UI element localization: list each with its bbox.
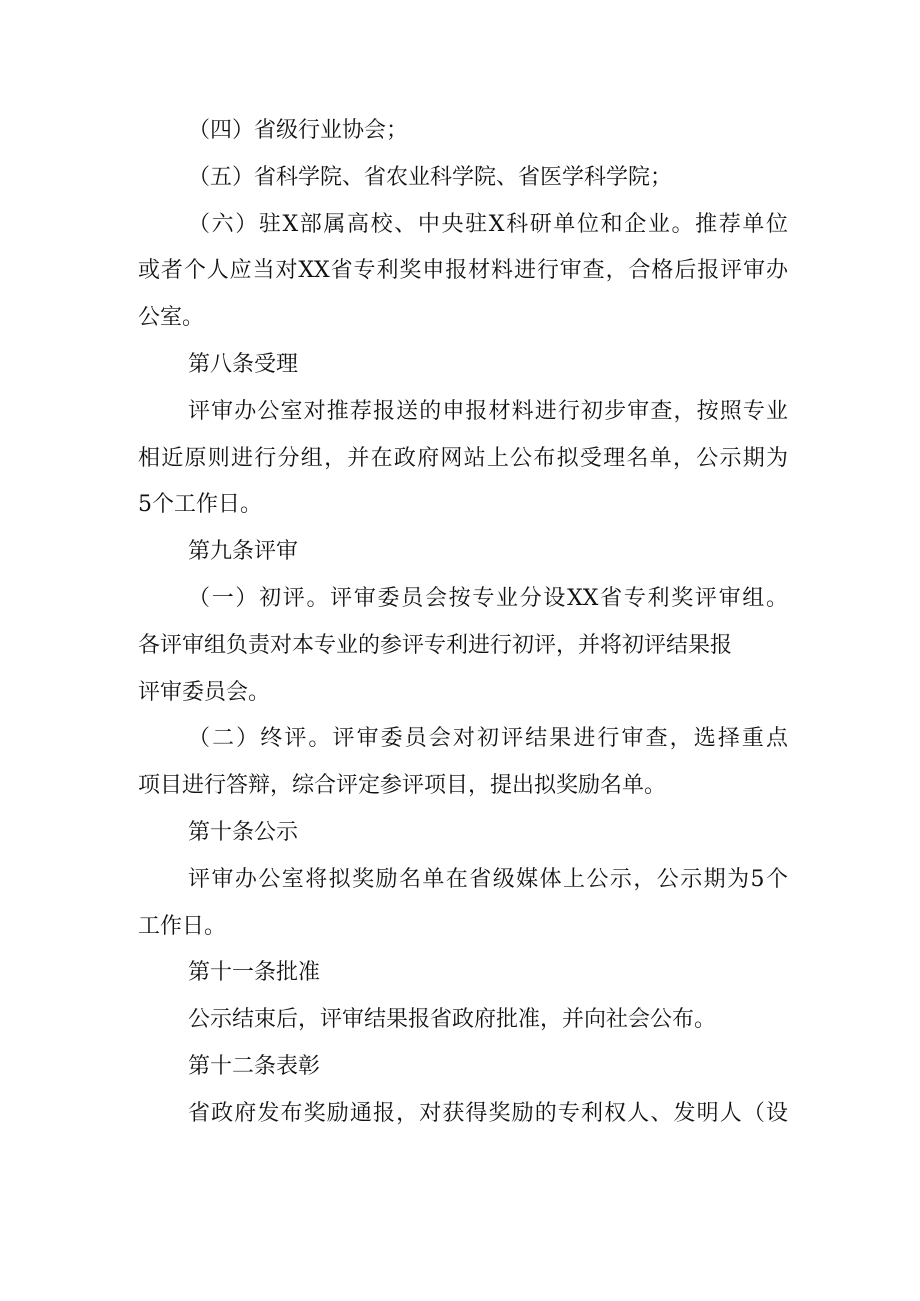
text-line: 第十条公示 bbox=[188, 819, 299, 845]
text-line: （一）初评。评审委员会按专业分设XX省专利奖评审组。 bbox=[188, 585, 788, 611]
text-line: 评审委员会。 bbox=[138, 679, 271, 705]
text-line: 评审办公室对推荐报送的申报材料进行初步审查，按照专业 bbox=[188, 398, 788, 424]
text-line: 各评审组负责对本专业的参评专利进行初评，并将初评结果报 bbox=[138, 632, 733, 658]
text-line: 相近原则进行分组，并在政府网站上公布拟受理名单，公示期为 bbox=[138, 445, 788, 471]
text-line: 评审办公室将拟奖励名单在省级媒体上公示，公示期为5个 bbox=[188, 866, 788, 892]
text-line: 公室。 bbox=[138, 305, 205, 331]
text-line: 第八条受理 bbox=[188, 351, 299, 377]
text-line: 或者个人应当对XX省专利奖申报材料进行审查，合格后报评审办 bbox=[138, 258, 788, 284]
text-line: （四）省级行业协会； bbox=[188, 118, 409, 143]
text-line: （六）驻X部属高校、中央驻X科研单位和企业。推荐单位 bbox=[188, 211, 788, 237]
text-line: 第十一条批准 bbox=[188, 960, 321, 986]
text-line: 省政府发布奖励通报，对获得奖励的专利权人、发明人（设 bbox=[188, 1100, 788, 1126]
text-line: （二）终评。评审委员会对初评结果进行审查，选择重点 bbox=[188, 726, 788, 752]
text-line: 第九条评审 bbox=[188, 539, 299, 565]
text-line: 公示结束后，评审结果报省政府批准，并向社会公布。 bbox=[188, 1007, 717, 1033]
text-line: 工作日。 bbox=[138, 913, 227, 939]
text-line: 第十二条表彰 bbox=[188, 1053, 321, 1079]
document-body bbox=[138, 108, 788, 1138]
text-line: 5个工作日。 bbox=[138, 492, 262, 518]
text-line: 项目进行答辩，综合评定参评项目，提出拟奖励名单。 bbox=[138, 773, 667, 799]
text-line: （五）省科学院、省农业科学院、省医学科学院； bbox=[188, 164, 673, 190]
